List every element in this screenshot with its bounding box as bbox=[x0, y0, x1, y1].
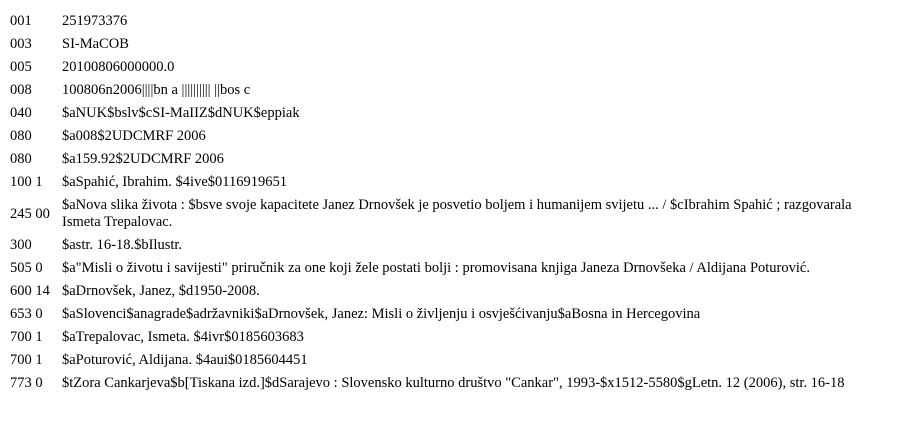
field-value: $a008$2UDCMRF 2006 bbox=[62, 128, 206, 144]
field-tag: 600 14 bbox=[10, 283, 50, 299]
marc-field-row bbox=[4, 79, 888, 102]
field-tag: 300 bbox=[10, 237, 32, 253]
field-value: SI-MaCOB bbox=[62, 36, 129, 52]
field-tag: 040 bbox=[10, 105, 32, 121]
field-tag: 700 1 bbox=[10, 352, 43, 368]
field-tag: 700 1 bbox=[10, 329, 43, 345]
marc-field-row bbox=[4, 234, 888, 257]
marc-field-row bbox=[4, 372, 888, 395]
field-tag: 001 bbox=[10, 13, 32, 29]
field-value: $aNUK$bslv$cSI-MaIIZ$dNUK$eppiak bbox=[62, 105, 300, 121]
field-value: 100806n2006||||bn a |||||||||| ||bos c bbox=[62, 82, 251, 98]
field-tag: 773 0 bbox=[10, 375, 43, 391]
field-value: $a"Misli o životu i savijesti" priručnik za one koji žele postati bolji : promovisana knjiga Janeza Drnovšeka / Aldijana Poturović. bbox=[62, 260, 810, 276]
field-value: $a159.92$2UDCMRF 2006 bbox=[62, 151, 224, 167]
field-tag: 245 00 bbox=[10, 205, 50, 222]
marc-field-row bbox=[4, 125, 888, 148]
field-value: $aDrnovšek, Janez, $d1950-2008. bbox=[62, 283, 260, 299]
marc-field-row bbox=[4, 326, 888, 349]
field-tag: 080 bbox=[10, 128, 32, 144]
field-tag: 080 bbox=[10, 151, 32, 167]
marc-field-row bbox=[4, 349, 888, 372]
field-tag: 008 bbox=[10, 82, 32, 98]
marc-field-row bbox=[4, 257, 888, 280]
field-value: 251973376 bbox=[62, 13, 128, 29]
field-tag: 653 0 bbox=[10, 306, 43, 322]
field-value: $astr. 16-18.$bIlustr. bbox=[62, 237, 183, 253]
field-tag: 003 bbox=[10, 36, 32, 52]
field-value: $aSlovenci$anagrade$adržavniki$aDrnovšek, Janez: Misli o življenju i osvješćivanju$aBosna in Hercegovina bbox=[62, 306, 701, 322]
marc-field-row bbox=[4, 194, 888, 234]
field-value: $aTrepalovac, Ismeta. $4ivr$0185603683 bbox=[62, 329, 304, 345]
marc-field-row bbox=[4, 303, 888, 326]
marc-field-row bbox=[4, 280, 888, 303]
marc-field-row bbox=[4, 171, 888, 194]
field-tag: 100 1 bbox=[10, 174, 43, 190]
marc-record-table bbox=[4, 10, 888, 395]
field-value: $aPoturović, Aldijana. $4aui$0185604451 bbox=[62, 352, 308, 368]
marc-field-row bbox=[4, 102, 888, 125]
field-value: $tZora Cankarjeva$b[Tiskana izd.]$dSarajevo : Slovensko kulturno društvo "Cankar", 1993-$x1512-5580$gLetn. 12 (2006), str. 16-18 bbox=[62, 375, 845, 391]
marc-field-row bbox=[4, 56, 888, 79]
field-tag: 005 bbox=[10, 59, 32, 75]
field-value: 20100806000000.0 bbox=[62, 59, 175, 75]
field-tag: 505 0 bbox=[10, 260, 43, 276]
field-value: $aSpahić, Ibrahim. $4ive$0116919651 bbox=[62, 174, 287, 190]
marc-field-row bbox=[4, 33, 888, 56]
marc-field-row bbox=[4, 10, 888, 33]
marc-field-row bbox=[4, 148, 888, 171]
field-value: $aNova slika života : $bsve svoje kapacitete Janez Drnovšek je posvetio boljem i humanijem svijetu ... / $cIbrahim Spahić ; razgovarala Ismeta Trepalovac. bbox=[62, 197, 852, 230]
